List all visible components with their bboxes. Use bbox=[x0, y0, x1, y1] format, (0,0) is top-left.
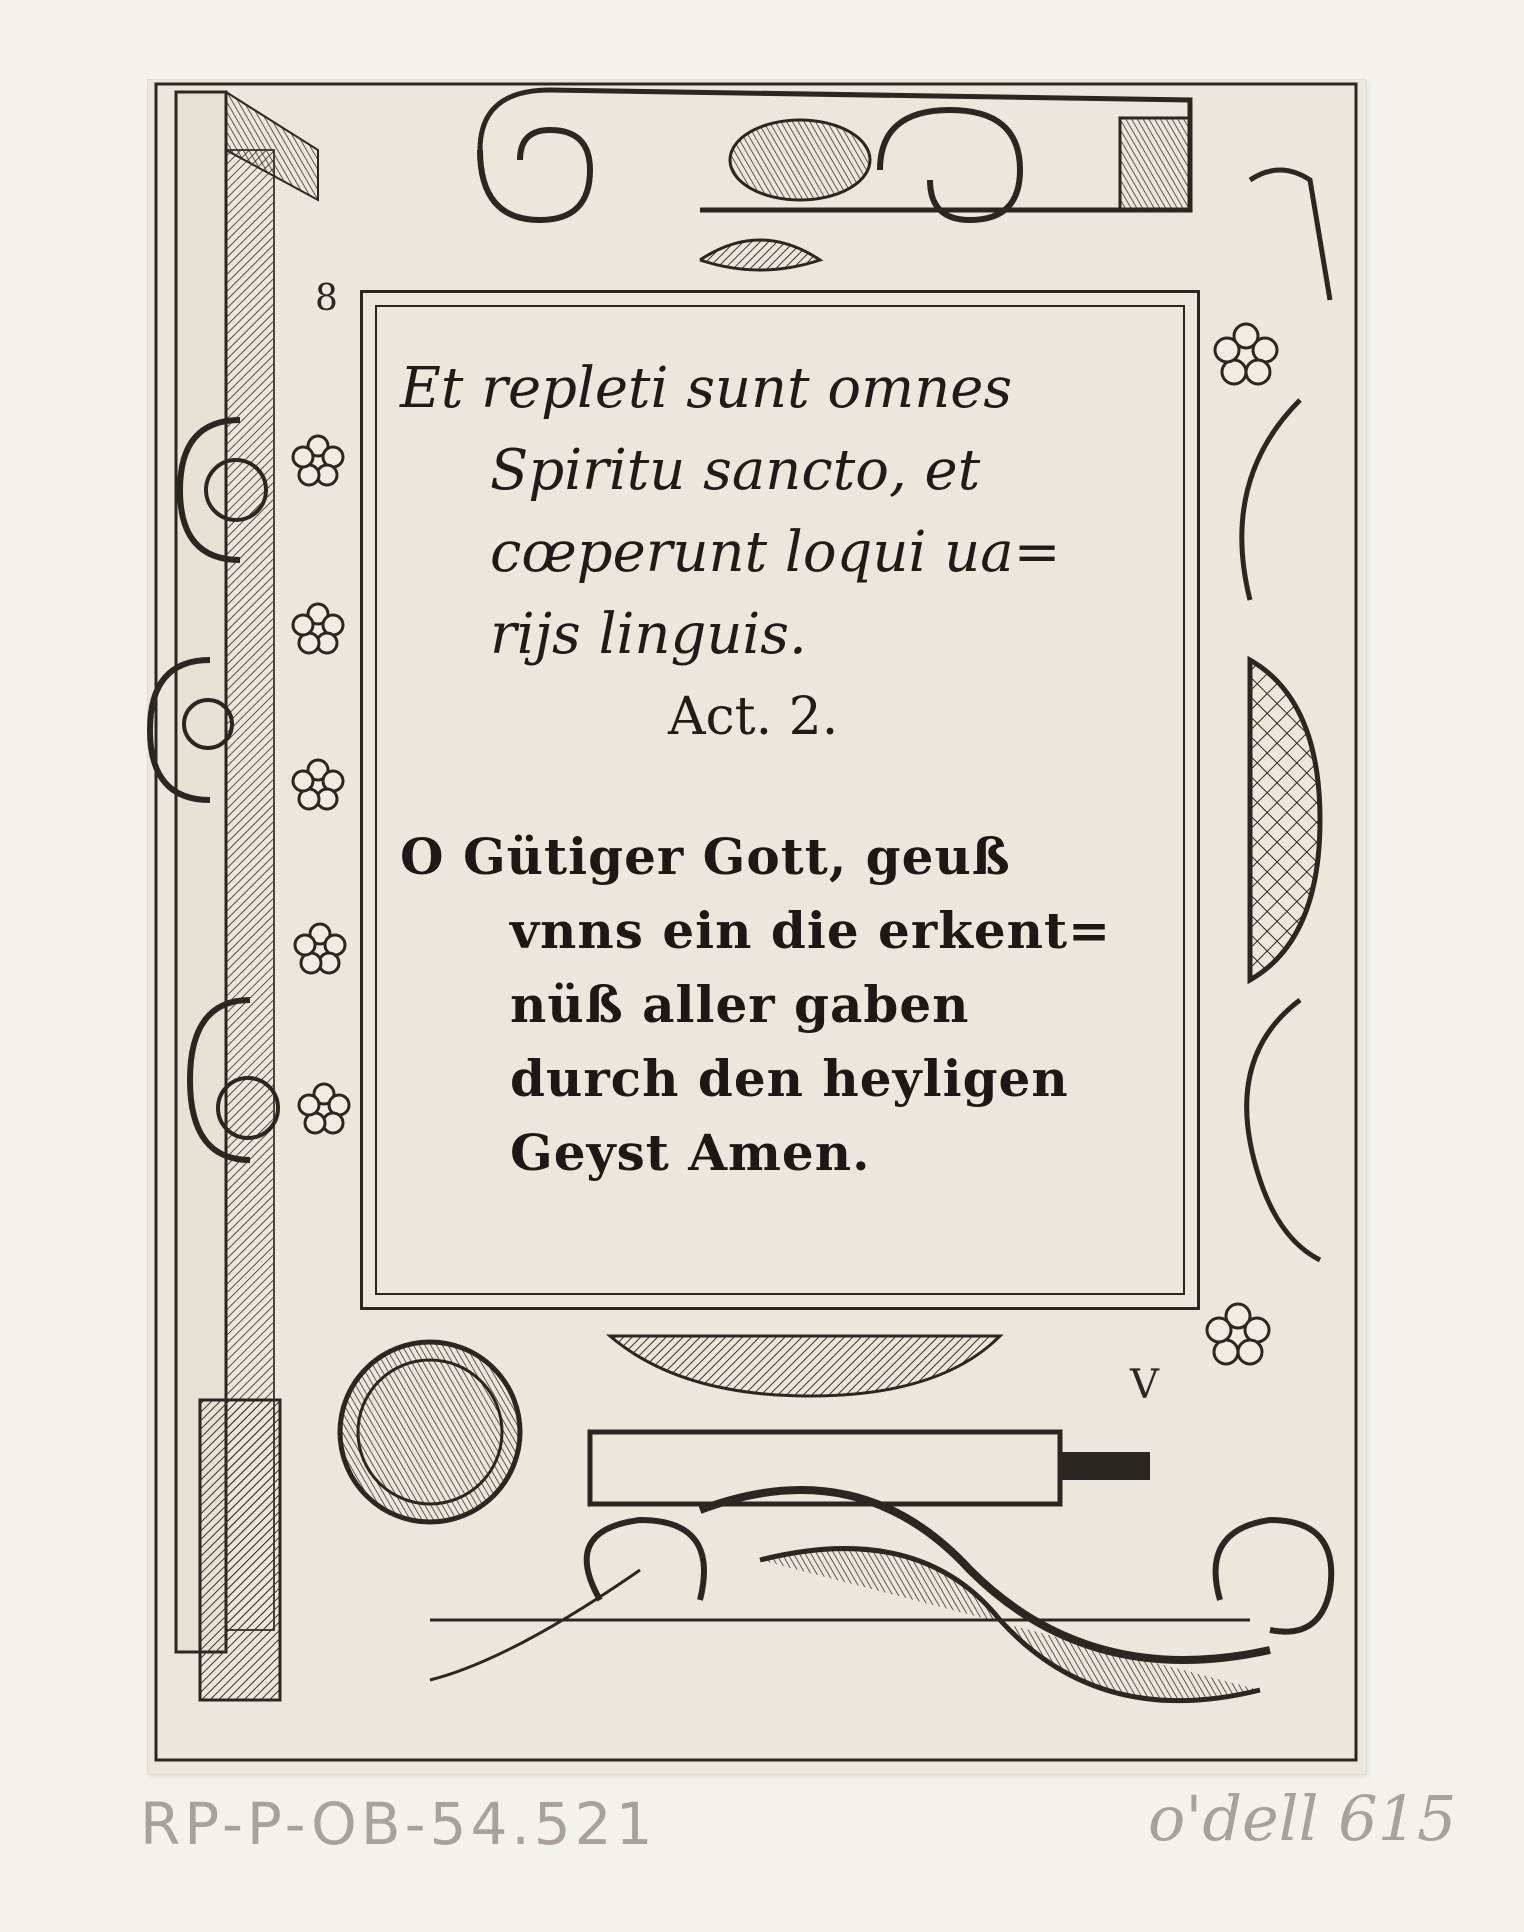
german-line: O Gütiger Gott, geuß bbox=[400, 827, 1011, 886]
inventory-number: RP-P-OB-54.521 bbox=[140, 1790, 657, 1858]
latin-line: cœperunt loqui ua= bbox=[490, 520, 1061, 585]
scripture-reference: Act. 2. bbox=[668, 687, 839, 747]
right-side-ornament bbox=[1242, 400, 1320, 1260]
latin-line: rijs linguis. bbox=[490, 602, 807, 667]
german-line: vnns ein die erkent= bbox=[510, 901, 1112, 960]
latin-line: Et repleti sunt omnes bbox=[400, 356, 1013, 421]
corner-mark: V bbox=[1130, 1362, 1159, 1408]
left-pillar-ornament bbox=[150, 92, 318, 1700]
german-line: Geyst Amen. bbox=[510, 1123, 871, 1182]
top-scroll-ornament bbox=[480, 90, 1330, 300]
bottom-scroll-ornament bbox=[340, 1336, 1331, 1701]
latin-line: Spiritu sancto, et bbox=[490, 438, 981, 503]
german-line: nüß aller gaben bbox=[510, 975, 970, 1034]
german-prayer bbox=[400, 820, 1160, 1190]
german-line: durch den heyligen bbox=[510, 1049, 1069, 1108]
latin-verse bbox=[400, 348, 1160, 758]
plate-number: 8 bbox=[315, 278, 338, 319]
catalogue-reference: o'dell 615 bbox=[1148, 1782, 1457, 1855]
